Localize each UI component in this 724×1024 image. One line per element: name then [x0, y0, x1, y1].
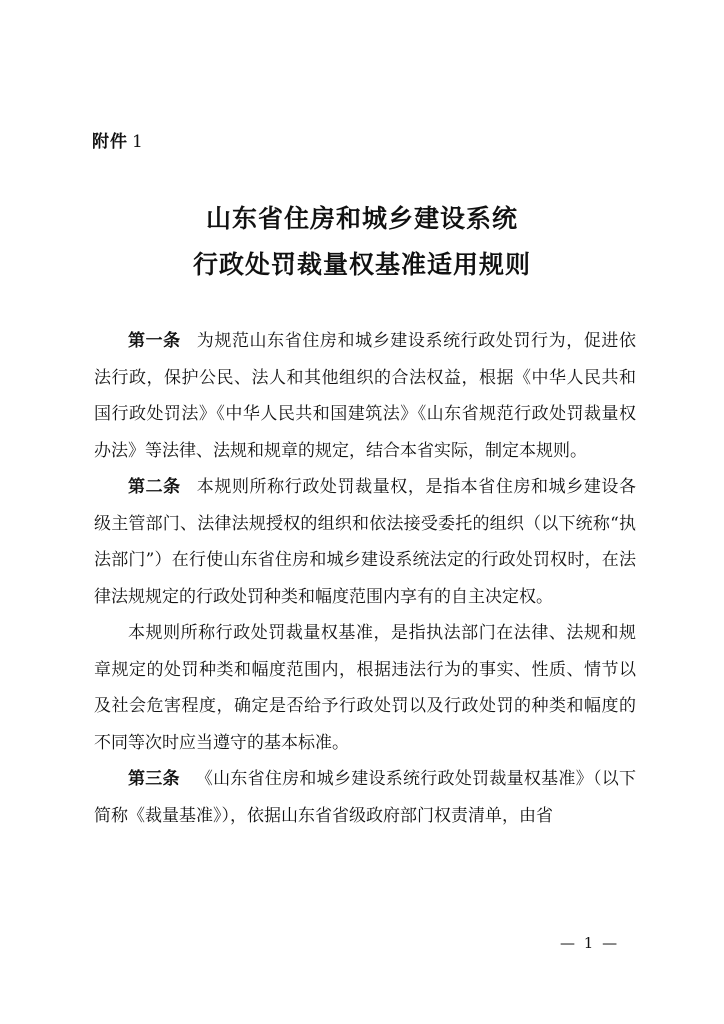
- attachment-text: 附件: [92, 132, 128, 152]
- article-text: 为规范山东省住房和城乡建设系统行政处罚行为，促进依法行政，保护公民、法人和其他组织的合法权益，根据《中华人民共和国行政处罚法》《中华人民共和国建筑法》《山东省规范行政处罚裁量权办法》等法律、法规和规章的规定，结合本省实际，制定本规则。: [94, 331, 637, 461]
- document-title-line-1: 山东省住房和城乡建设系统: [205, 204, 518, 233]
- article-3: [94, 761, 636, 834]
- article-2-paragraph-2: [94, 615, 636, 761]
- article-text: 本规则所称行政处罚裁量权基准，是指执法部门在法律、法规和规章规定的处罚种类和幅度范围内，根据违法行为的事实、性质、情节以及社会危害程度，确定是否给予行政处罚以及行政处罚的种类和幅度的不同等次时应当遵守的基本标准。: [94, 623, 636, 753]
- document-title-line-2: 行政处罚裁量权基准适用规则: [192, 250, 531, 279]
- article-2: [94, 469, 636, 615]
- article-text: 《山东省住房和城乡建设系统行政处罚裁量权基准》（以下简称《裁量基准》），依据山东省省级政府部门权责清单，由省: [94, 769, 637, 826]
- page-number: — 1 —: [560, 934, 620, 952]
- article-text: 本规则所称行政处罚裁量权，是指本省住房和城乡建设各级主管部门、法律法规授权的组织和依法接受委托的组织（以下统称“执法部门”）在行使山东省住房和城乡建设系统法定的行政处罚权时，在法律法规规定的行政处罚种类和幅度范围内享有的自主决定权。: [94, 477, 637, 607]
- article-label: 第一条: [128, 331, 181, 351]
- article-1: [94, 323, 636, 469]
- attachment-label: [92, 127, 144, 152]
- article-label: 第二条: [128, 477, 181, 497]
- article-label: 第三条: [128, 769, 180, 789]
- document-body: [94, 323, 636, 834]
- attachment-number: 1: [132, 132, 144, 152]
